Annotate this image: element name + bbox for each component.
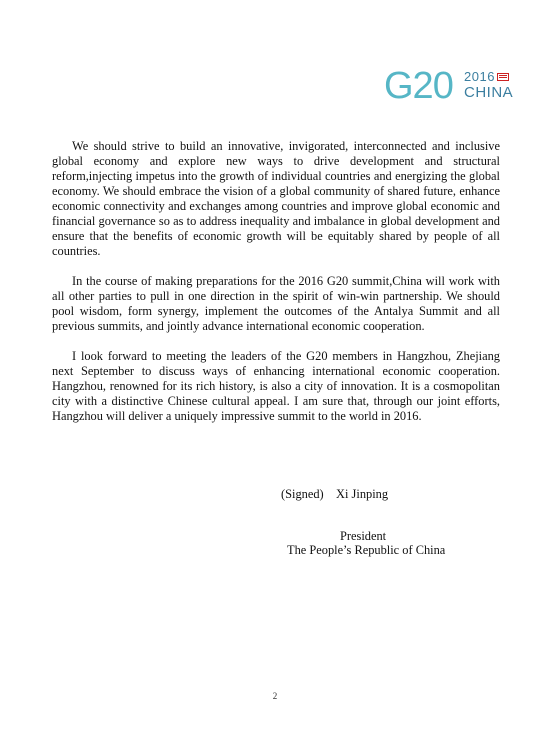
signatory-organization: The People’s Republic of China (287, 543, 446, 557)
body-paragraph-3: I look forward to meeting the leaders of the G20 members in Hangzhou, Zhejiang next September to discuss ways of enhancing international economic cooperation. Hangzhou, renowned for its rich history, is also a city of innovation. It is a cosmopolitan city with a distinctive Chinese cultural appeal. I am sure that, through our joint efforts, Hangzhou will deliver a uniquely impressive summit to the world in 2016. (52, 349, 500, 423)
logo-mark: G20 (384, 65, 453, 107)
signatory-title: President (340, 529, 387, 543)
g20-logo (384, 66, 514, 110)
signature-line: (Signed) Xi Jinping (281, 487, 389, 501)
letter-body (52, 139, 500, 439)
flag-icon (497, 73, 509, 81)
logo-year: 2016 (464, 69, 495, 84)
body-paragraph-2: In the course of making preparations for the 2016 G20 summit,China will work with all other parties to pull in one direction in the spirit of win-win partnership. We should pool wisdom, form synergy, implement the outcomes of the Antalya Summit and all previous summits, and jointly advance international economic cooperation. (52, 274, 500, 333)
page-number: 2 (272, 691, 278, 701)
logo-country: CHINA (464, 84, 514, 101)
body-paragraph-1: We should strive to build an innovative, invigorated, interconnected and inclusive global economy and explore new ways to drive development and structural reform,injecting impetus into the growth of individual countries and energizing the global economy. We should embrace the vision of a global community of shared future, enhance economic connectivity and exchanges among countries and improve global economic and financial governance so as to address inequality and imbalance in global development and ensure that the benefits of economic growth will be equitably shared by people of all countries. (52, 139, 500, 258)
